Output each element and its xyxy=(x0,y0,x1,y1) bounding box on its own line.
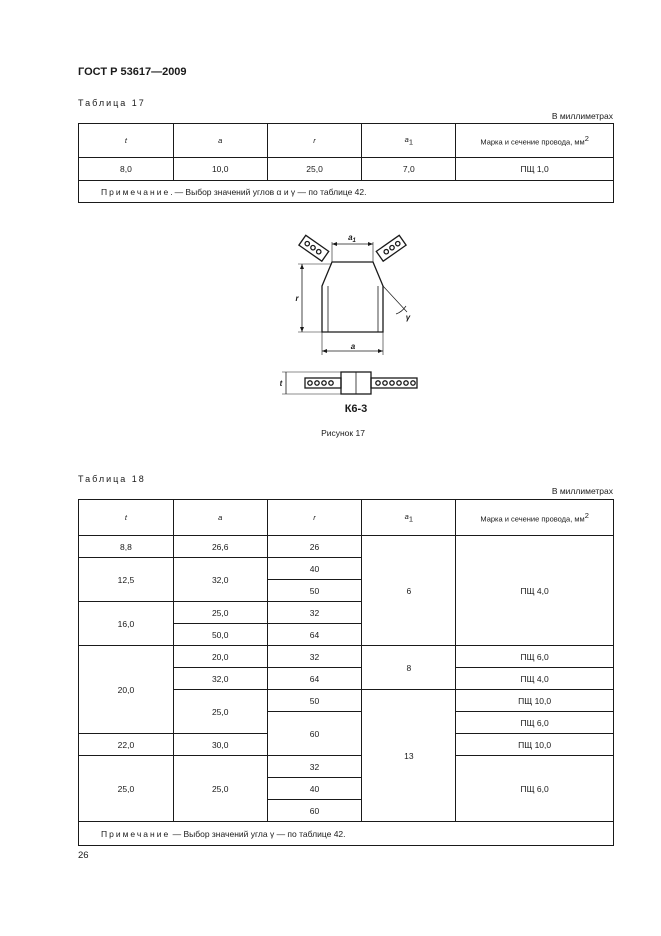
table18-a: 26,6 xyxy=(173,536,267,558)
table18-a: 32,0 xyxy=(173,558,267,602)
table18-a: 25,0 xyxy=(173,602,267,624)
table18-header-a1: $a_1$ xyxy=(362,500,456,536)
table18-wire: ПЩ 4,0 xyxy=(456,536,614,646)
left-perforated-tab xyxy=(299,235,329,261)
table18-header-a: a xyxy=(173,500,267,536)
table18-t: 16,0 xyxy=(79,602,174,646)
table18-a1: 6 xyxy=(362,536,456,646)
table18-header-wire: Марка и сечение провода, $мм^2$ xyxy=(456,500,614,536)
right-perforated-tab xyxy=(376,235,406,261)
table17-note-row xyxy=(79,181,614,203)
table18-a: 50,0 xyxy=(173,624,267,646)
dim-r-label: r xyxy=(295,294,299,303)
table17-cell-r: 25,0 xyxy=(267,158,362,181)
table18-r: 32 xyxy=(267,646,362,668)
table18-r: 26 xyxy=(267,536,362,558)
angle-gamma-label: γ xyxy=(405,313,411,322)
table17-units: В миллиметрах xyxy=(551,111,613,121)
table18-a: 25,0 xyxy=(173,690,267,734)
table-row xyxy=(79,158,614,181)
table18-units: В миллиметрах xyxy=(551,486,613,496)
table17-header-wire: Марка и сечение провода, $мм^2$ xyxy=(456,124,614,158)
table17-header-row xyxy=(79,124,614,158)
table-row xyxy=(79,646,614,668)
page-number: 26 xyxy=(78,850,89,861)
table17-cell-a1: 7,0 xyxy=(362,158,456,181)
table18-a: 32,0 xyxy=(173,668,267,690)
table18-note: Примечание — Выбор значений угла γ — по таблице 42. xyxy=(79,822,614,846)
table17-cell-wire: ПЩ 1,0 xyxy=(456,158,614,181)
table18-t: 25,0 xyxy=(79,756,174,822)
table18-r: 32 xyxy=(267,756,362,778)
table18-r: 50 xyxy=(267,690,362,712)
left-side-tab xyxy=(305,378,341,388)
table18-label: Таблица 18 xyxy=(78,474,146,484)
table17-header-t: t xyxy=(79,124,174,158)
table18-t: 20,0 xyxy=(79,646,174,734)
table17-cell-a: 10,0 xyxy=(173,158,267,181)
table17-header-a: a xyxy=(173,124,267,158)
table18-header-r: r xyxy=(267,500,362,536)
table18-t: 22,0 xyxy=(79,734,174,756)
table18-a: 25,0 xyxy=(173,756,267,822)
table18-r: 60 xyxy=(267,800,362,822)
table18-r: 64 xyxy=(267,668,362,690)
dim-a1-label: $a_1$ xyxy=(348,233,356,244)
figure17-caption: Рисунок 17 xyxy=(321,428,365,438)
table18-wire: ПЩ 10,0 xyxy=(456,690,614,712)
table18-r: 40 xyxy=(267,778,362,800)
dim-a-label: a xyxy=(350,342,356,351)
document-header: ГОСТ Р 53617—2009 xyxy=(78,66,187,78)
table18-note-row xyxy=(79,822,614,846)
table18-a: 30,0 xyxy=(173,734,267,756)
table-row xyxy=(79,536,614,558)
table18-header-t: t xyxy=(79,500,174,536)
figure17-drawing xyxy=(270,228,430,418)
table18-wire: ПЩ 4,0 xyxy=(456,668,614,690)
table18-r: 40 xyxy=(267,558,362,580)
figure17-code-label: К6-3 xyxy=(344,403,368,415)
table17-header-r: r xyxy=(267,124,362,158)
table18-r: 32 xyxy=(267,602,362,624)
table18-wire: ПЩ 10,0 xyxy=(456,734,614,756)
table17-cell-t: 8,0 xyxy=(79,158,174,181)
table18-wire: ПЩ 6,0 xyxy=(456,646,614,668)
table18 xyxy=(78,499,614,846)
table18-header-row xyxy=(79,500,614,536)
table18-t: 8,8 xyxy=(79,536,174,558)
table18-wire: ПЩ 6,0 xyxy=(456,712,614,734)
table18-wire: ПЩ 6,0 xyxy=(456,756,614,822)
table18-r: 60 xyxy=(267,712,362,756)
table17-label: Таблица 17 xyxy=(78,98,146,108)
table17 xyxy=(78,123,614,203)
table-row xyxy=(79,756,614,778)
table18-r: 64 xyxy=(267,624,362,646)
table17-header-a1: $a_1$ xyxy=(362,124,456,158)
table18-a: 20,0 xyxy=(173,646,267,668)
table18-a1: 8 xyxy=(362,646,456,690)
table17-note: Примечание.— Выбор значений углов α и γ — по таблице 42. xyxy=(79,181,614,203)
table18-a1: 13 xyxy=(362,690,456,822)
terminal-body xyxy=(322,262,383,332)
table18-t: 12,5 xyxy=(79,558,174,602)
table18-r: 50 xyxy=(267,580,362,602)
dim-t-label: t xyxy=(279,379,283,388)
